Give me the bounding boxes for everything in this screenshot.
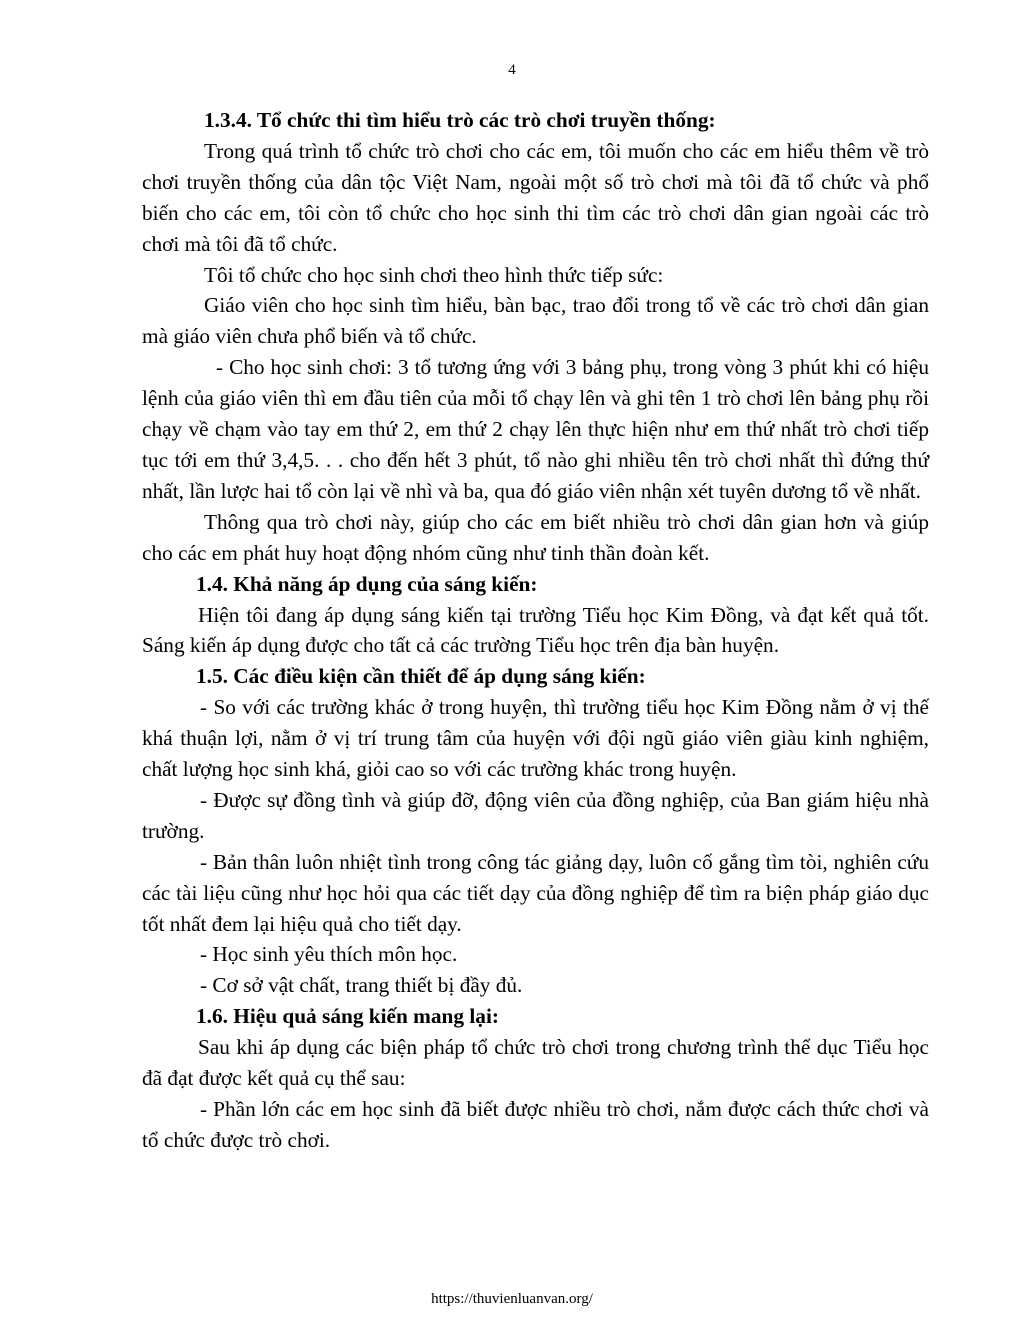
footer-url: https://thuvienluanvan.org/ [431,1291,593,1307]
section-heading-1-4: 1.4. Khả năng áp dụng của sáng kiến: [196,571,538,596]
paragraph: - Học sinh yêu thích môn học. [200,942,458,967]
section-heading-1-5: 1.5. Các điều kiện cần thiết để áp dụng sáng kiến: [196,664,646,689]
paragraph: Giáo viên cho học sinh tìm hiểu, bàn bạc, trao đổi trong tổ về các trò chơi dân gian mà giáo viên chưa phổ biến và tổ chức. [142,293,929,349]
paragraph: - Cơ sở vật chất, trang thiết bị đầy đủ. [200,973,523,998]
section-heading-1-6: 1.6. Hiệu quả sáng kiến mang lại: [196,1004,499,1029]
paragraph: Trong quá trình tổ chức trò chơi cho các em, tôi muốn cho các em hiểu thêm về trò chơi truyền thống của dân tộc Việt Nam, ngoài một số trò chơi mà tôi đã tổ chức và phổ biến cho các em, tôi còn tổ chức cho học sinh thi tìm các trò chơi dân gian ngoài các trò chơi mà tôi đã tổ chức. [142,138,929,256]
paragraph: - Bản thân luôn nhiệt tình trong công tác giảng dạy, luôn cố gắng tìm tòi, nghiên cứu các tài liệu cũng như học hỏi qua các tiết dạy của đồng nghiệp để tìm ra biện pháp giáo dục tốt nhất đem lại hiệu quả cho tiết dạy. [142,849,929,936]
paragraph: Sau khi áp dụng các biện pháp tổ chức trò chơi trong chương trình thể dục Tiểu học đã đạt được kết quả cụ thể sau: [142,1035,929,1091]
paragraph: Hiện tôi đang áp dụng sáng kiến tại trường Tiểu học Kim Đồng, và đạt kết quả tốt. Sáng kiến áp dụng được cho tất cả các trường Tiểu học trên địa bàn huyện. [142,602,929,658]
paragraph: - Được sự đồng tình và giúp đỡ, động viên của đồng nghiệp, của Ban giám hiệu nhà trường. [142,787,929,843]
paragraph: Thông qua trò chơi này, giúp cho các em biết nhiều trò chơi dân gian hơn và giúp cho các em phát huy hoạt động nhóm cũng như tinh thần đoàn kết. [142,509,929,565]
paragraph: Tôi tổ chức cho học sinh chơi theo hình thức tiếp sức: [204,262,664,287]
page-number: 4 [508,62,516,78]
paragraph: - Phần lớn các em học sinh đã biết được nhiều trò chơi, nắm được cách thức chơi và tổ chức được trò chơi. [142,1097,929,1152]
paragraph: - Cho học sinh chơi: 3 tổ tương ứng với 3 bảng phụ, trong vòng 3 phút khi có hiệu lệnh của giáo viên thì em đầu tiên của mỗi tổ chạy lên và ghi tên 1 trò chơi lên bảng phụ rồi chạy về chạm vào tay em thứ 2, em thứ 2 chạy lên thực hiện như em thứ nhất trò chơi tiếp tục tới em thứ 3,4,5. . . cho đến hết 3 phút, tổ nào ghi nhiều tên trò chơi nhất thì đứng thứ nhất, lần lược hai tổ còn lại về nhì và ba, qua đó giáo viên nhận xét tuyên dương tổ về nhất. [142,355,929,503]
document-body [142,105,929,1156]
section-heading-1-3-4: 1.3.4. Tổ chức thi tìm hiểu trò các trò chơi truyền thống: [204,108,716,132]
paragraph: - So với các trường khác ở trong huyện, thì trường tiểu học Kim Đồng nằm ở vị thế khá thuận lợi, nằm ở vị trí trung tâm của huyện với đội ngũ giáo viên giàu kinh nghiệm, chất lượng học sinh khá, giỏi cao so với các trường khác trong huyện. [142,695,929,782]
